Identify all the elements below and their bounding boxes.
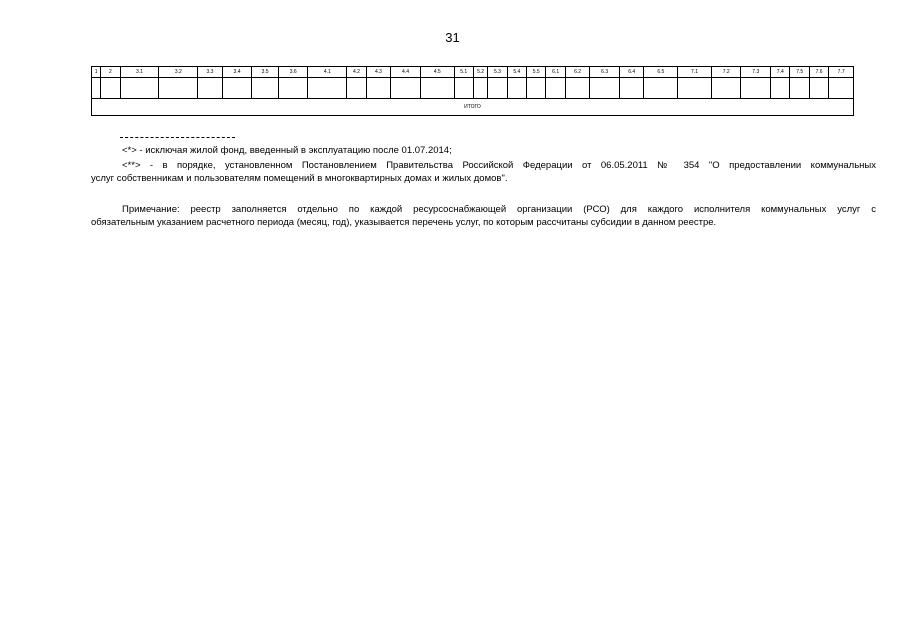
column-header: 5.3 <box>488 67 507 78</box>
note-line-1: Примечание: реестр заполняется отдельно по каждой ресурсоснабжающей организации (РСО) для каждого исполнителя коммунальных услуг с <box>122 204 876 215</box>
table-cell <box>454 78 473 99</box>
column-header: 3.5 <box>252 67 279 78</box>
column-header: 4.2 <box>347 67 366 78</box>
column-header: 3.6 <box>278 67 308 78</box>
column-header: 6.2 <box>565 67 590 78</box>
table-cell <box>771 78 790 99</box>
table-cell <box>590 78 620 99</box>
table-cell <box>829 78 854 99</box>
table-cell <box>473 78 487 99</box>
column-header: 7.6 <box>809 67 828 78</box>
column-header: 4.1 <box>308 67 347 78</box>
table-cell <box>527 78 546 99</box>
table-cell <box>278 78 308 99</box>
column-header: 4.5 <box>420 67 454 78</box>
table-cell <box>420 78 454 99</box>
table-cell <box>619 78 644 99</box>
table-cell <box>308 78 347 99</box>
table-cell <box>678 78 712 99</box>
column-header: 5.4 <box>507 67 526 78</box>
total-label: ИТОГО <box>92 99 854 116</box>
table-cell <box>101 78 120 99</box>
column-header: 3.2 <box>159 67 198 78</box>
subsidy-registry-table <box>91 66 854 116</box>
column-header: 7.2 <box>711 67 741 78</box>
table-cell <box>92 78 101 99</box>
footnote-2-line-2: услуг собственникам и пользователям помещений в многоквартирных домах и жилых домов". <box>91 173 508 184</box>
table-row <box>92 78 854 99</box>
page-number: 31 <box>445 30 460 45</box>
column-header: 6.1 <box>546 67 565 78</box>
column-header: 5.5 <box>527 67 546 78</box>
column-header: 3.4 <box>222 67 252 78</box>
table-cell <box>546 78 565 99</box>
table-header-row <box>92 67 854 78</box>
column-header: 4.3 <box>366 67 391 78</box>
column-header: 5.2 <box>473 67 487 78</box>
column-header: 6.5 <box>644 67 678 78</box>
table-cell <box>159 78 198 99</box>
table-cell <box>198 78 223 99</box>
table-cell <box>252 78 279 99</box>
column-header: 7.1 <box>678 67 712 78</box>
table-cell <box>488 78 507 99</box>
column-header: 3.1 <box>120 67 159 78</box>
column-header: 7.5 <box>790 67 809 78</box>
column-header: 2 <box>101 67 120 78</box>
table-cell <box>790 78 809 99</box>
column-header: 7.7 <box>829 67 854 78</box>
column-header: 1 <box>92 67 101 78</box>
table-cell <box>565 78 590 99</box>
table-cell <box>507 78 526 99</box>
table-cell <box>711 78 741 99</box>
footnote-1: <*> - исключая жилой фонд, введенный в эксплуатацию после 01.07.2014; <box>122 145 452 156</box>
table-cell <box>222 78 252 99</box>
column-header: 4.4 <box>391 67 421 78</box>
table-cell <box>120 78 159 99</box>
column-header: 5.1 <box>454 67 473 78</box>
table-cell <box>391 78 421 99</box>
table-cell <box>644 78 678 99</box>
table-total-row <box>92 99 854 116</box>
table-cell <box>809 78 828 99</box>
table-cell <box>741 78 771 99</box>
table-cell <box>347 78 366 99</box>
column-header: 6.4 <box>619 67 644 78</box>
note-line-2: обязательным указанием расчетного периода (месяц, год), указывается перечень услуг, по которым рассчитаны субсидии в данном реестре. <box>91 217 717 228</box>
footnote-separator <box>120 137 235 138</box>
column-header: 7.3 <box>741 67 771 78</box>
column-header: 3.3 <box>198 67 223 78</box>
table-cell <box>366 78 391 99</box>
footnote-2-line-1: <**> - в порядке, установленном Постановлением Правительства Российской Федерации от 06.05.2011 № 354 "О предоставлении коммунальных <box>122 160 876 171</box>
column-header: 7.4 <box>771 67 790 78</box>
column-header: 6.3 <box>590 67 620 78</box>
